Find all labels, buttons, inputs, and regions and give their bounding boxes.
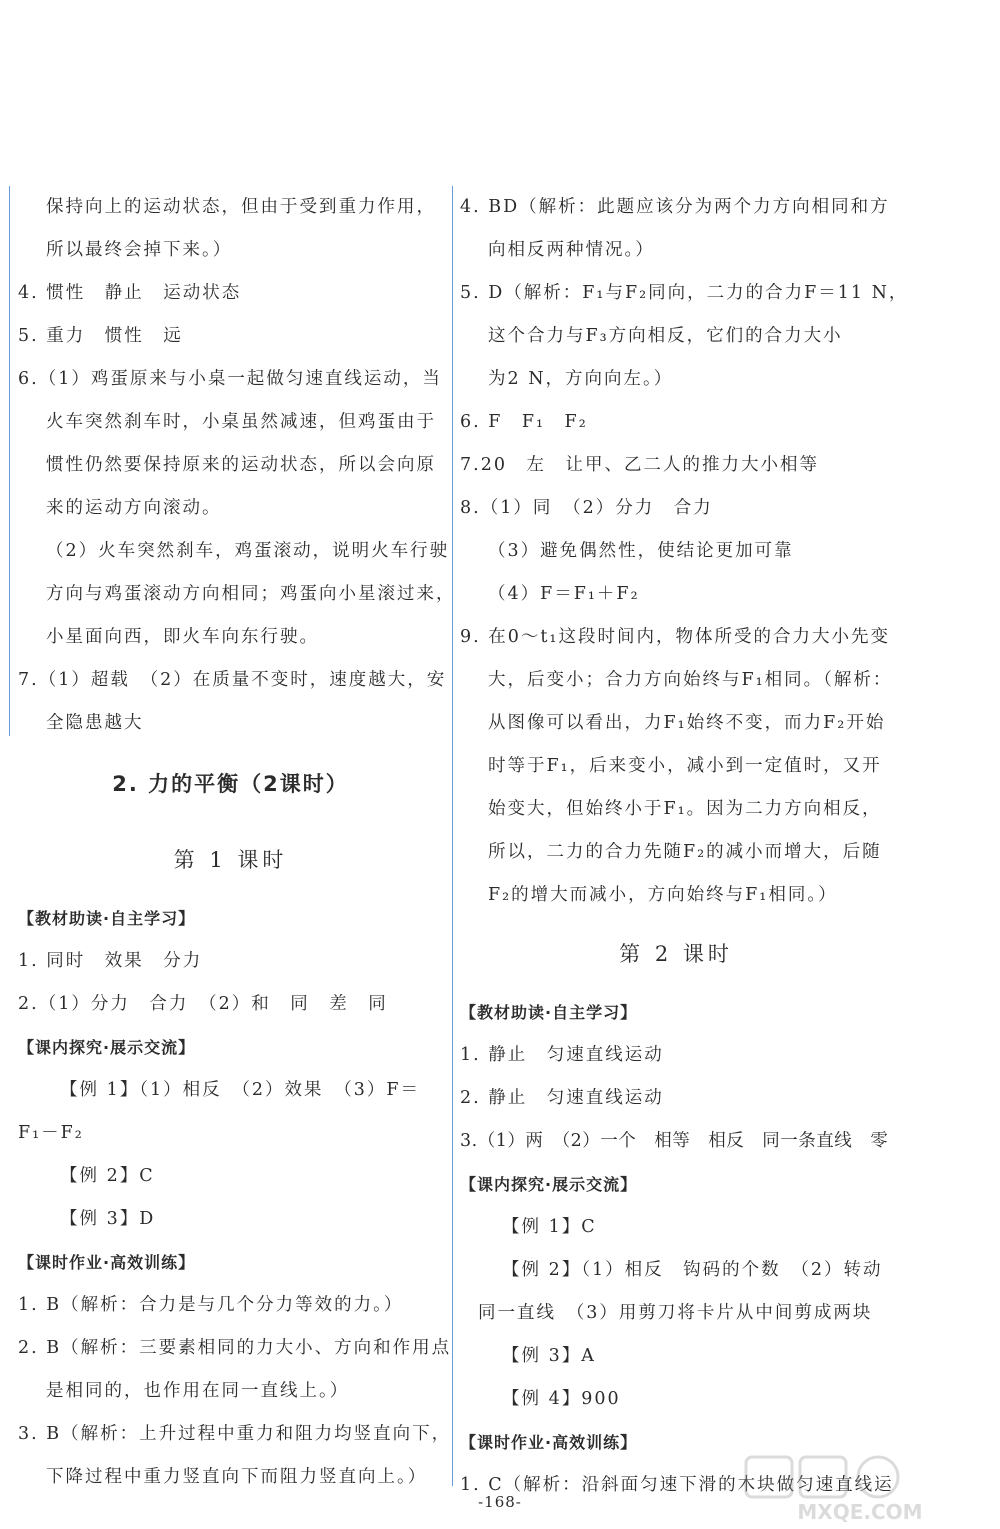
text-line: 惯性仍然要保持原来的运动状态，所以会向原 [46,455,436,475]
page-number: -168- [478,1493,522,1511]
answer-6: 6.（1）鸡蛋原来与小桌一起做匀速直线运动，当 [18,369,442,389]
answer-2: 2. B（解析：三要素相同的力大小、方向和作用点 [18,1338,452,1358]
answer-5: 5. D（解析：F₁与F₂同向，二力的合力F＝11 N， [460,283,909,303]
answer-9: 9. 在0～t₁这段时间内，物体所受的合力大小先变 [460,627,890,647]
answer-3: 3.（1）两 （2）一个 相等 相反 同一条直线 零 [460,1131,889,1151]
text-line: （3）避免偶然性，使结论更加可靠 [488,541,794,561]
text-line: 所以最终会掉下来。） [46,240,233,260]
right-column [460,186,909,1507]
answer-4: 4. 惯性 静止 运动状态 [18,283,242,303]
section-label: 【课内探究·展示交流】 [18,1038,196,1057]
section-title: 2. 力的平衡（2课时） [112,772,349,796]
answer-2: 2. 静止 匀速直线运动 [460,1088,664,1108]
answer-7: 7.20 左 让甲、乙二人的推力大小相等 [460,455,819,475]
answer-1: 1. C（解析：沿斜面匀速下滑的木块做匀速直线运 [460,1475,894,1495]
text-line: 小星面向西，即火车向东行驶。 [46,627,319,647]
example-1: 【例 1】C [502,1217,597,1237]
text-line: 是相同的，也作用在同一直线上。） [46,1381,350,1401]
text-line: 方向与鸡蛋滚动方向相同；鸡蛋向小星滚过来， [46,584,456,604]
text-line: 从图像可以看出，力F₁始终不变，而力F₂开始 [488,713,886,733]
example-1: 【例 1】（1）相反 （2）效果 （3）F＝ [60,1080,420,1100]
answer-4: 4. BD（解析：此题应该分为两个力方向相同和方 [460,197,890,217]
answer-2: 2.（1）分力 合力 （2）和 同 差 同 [18,994,388,1014]
answer-1: 1. 同时 效果 分力 [18,951,203,971]
example-2: 【例 2】C [60,1166,155,1186]
section-label: 【教材助读·自主学习】 [18,909,196,928]
section-label: 【课时作业·高效训练】 [18,1253,196,1272]
answer-6: 6. F F₁ F₂ [460,412,588,432]
text-line: F₁－F₂ [18,1123,84,1143]
column-divider [452,186,453,1486]
text-line: 所以，二力的合力先随F₂的减小而增大，后随 [488,842,882,862]
example-2: 【例 2】（1）相反 钩码的个数 （2）转动 [502,1260,883,1280]
watermark-text: MXQE.COM [797,1500,923,1523]
example-4: 【例 4】900 [502,1389,621,1409]
text-line: 来的运动方向滚动。 [46,498,222,518]
text-line: 大，后变小；合力方向始终与F₁相同。（解析： [488,670,893,690]
section-label: 【课内探究·展示交流】 [460,1175,638,1194]
answer-1: 1. 静止 匀速直线运动 [460,1045,664,1065]
lesson-heading: 第 1 课时 [173,848,288,872]
text-line: 始变大，但始终小于F₁。因为二力方向相反， [488,799,882,819]
text-line: 全隐患越大 [46,713,144,733]
text-line: 下降过程中重力竖直向下而阻力竖直向上。） [46,1467,428,1487]
answer-5: 5. 重力 惯性 远 [18,326,183,346]
left-column [18,186,456,1499]
section-label: 【课时作业·高效训练】 [460,1433,638,1452]
answer-1: 1. B（解析：合力是与几个分力等效的力。） [18,1295,404,1315]
example-3: 【例 3】A [502,1346,596,1366]
text-line: 向相反两种情况。） [488,240,655,260]
text-line: 保持向上的运动状态，但由于受到重力作用， [46,197,436,217]
text-line: 为2 N，方向向左。） [488,369,674,389]
text-line: F₂的增大而减小，方向始终与F₁相同。） [488,885,838,905]
text-line: 这个合力与F₃方向相反，它们的合力大小 [488,326,843,346]
answer-8: 8.（1）同 （2）分力 合力 [460,498,713,518]
text-line: 时等于F₁，后来变小，减小到一定值时，又开 [488,756,882,776]
text-line: 同一直线 （3）用剪刀将卡片从中间剪成两块 [478,1303,873,1323]
lesson-heading: 第 2 课时 [619,942,733,966]
text-line: （4）F＝F₁＋F₂ [488,584,640,604]
watermark-logo [740,1453,990,1523]
example-3: 【例 3】D [60,1209,156,1229]
answer-3: 3. B（解析：上升过程中重力和阻力均竖直向下， [18,1424,452,1444]
left-margin-rule [9,186,10,736]
answer-7: 7.（1）超载 （2）在质量不变时，速度越大，安 [18,670,447,690]
text-line: （2）火车突然刹车，鸡蛋滚动，说明火车行驶 [46,541,450,561]
section-label: 【教材助读·自主学习】 [460,1003,638,1022]
text-line: 火车突然刹车时，小桌虽然减速，但鸡蛋由于 [46,412,436,432]
